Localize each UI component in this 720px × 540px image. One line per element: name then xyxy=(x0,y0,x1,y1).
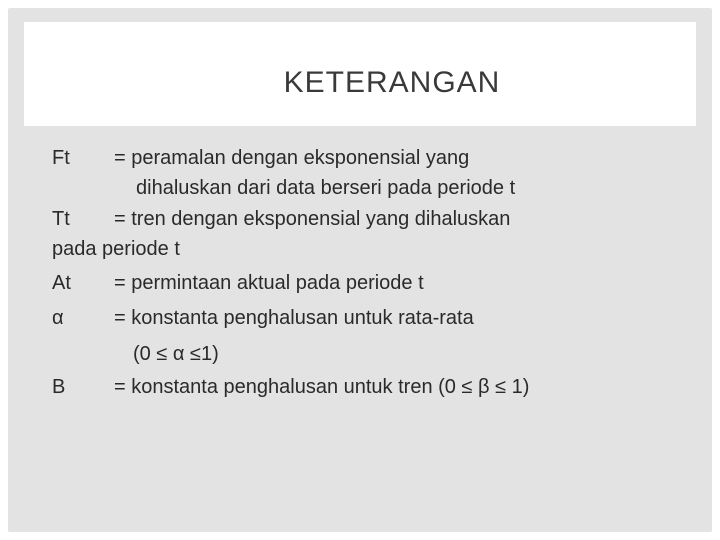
term-tt: Tt xyxy=(52,208,70,230)
desc-tt: = tren dengan eksponensial yang dihaluskan xyxy=(114,208,511,230)
term-beta: Β xyxy=(52,376,66,398)
desc-beta: = konstanta penghalusan untuk tren (0 ≤ β ≤ 1) xyxy=(114,376,530,398)
term-at: At xyxy=(52,272,71,294)
desc-ft: = peramalan dengan eksponensial yang xyxy=(114,147,470,169)
desc-alpha: = konstanta penghalusan untuk rata-rata xyxy=(114,307,474,329)
desc-at: = permintaan aktual pada periode t xyxy=(114,272,424,294)
title-box xyxy=(24,22,696,126)
desc-alpha-range: (0 ≤ α ≤1) xyxy=(133,343,219,365)
desc-tt-cont: pada periode t xyxy=(52,238,180,260)
term-ft: Ft xyxy=(52,147,70,169)
desc-ft-cont: dihaluskan dari data berseri pada periode t xyxy=(136,177,516,199)
slide-title: KETERANGAN xyxy=(283,66,501,99)
term-alpha: α xyxy=(52,307,64,329)
